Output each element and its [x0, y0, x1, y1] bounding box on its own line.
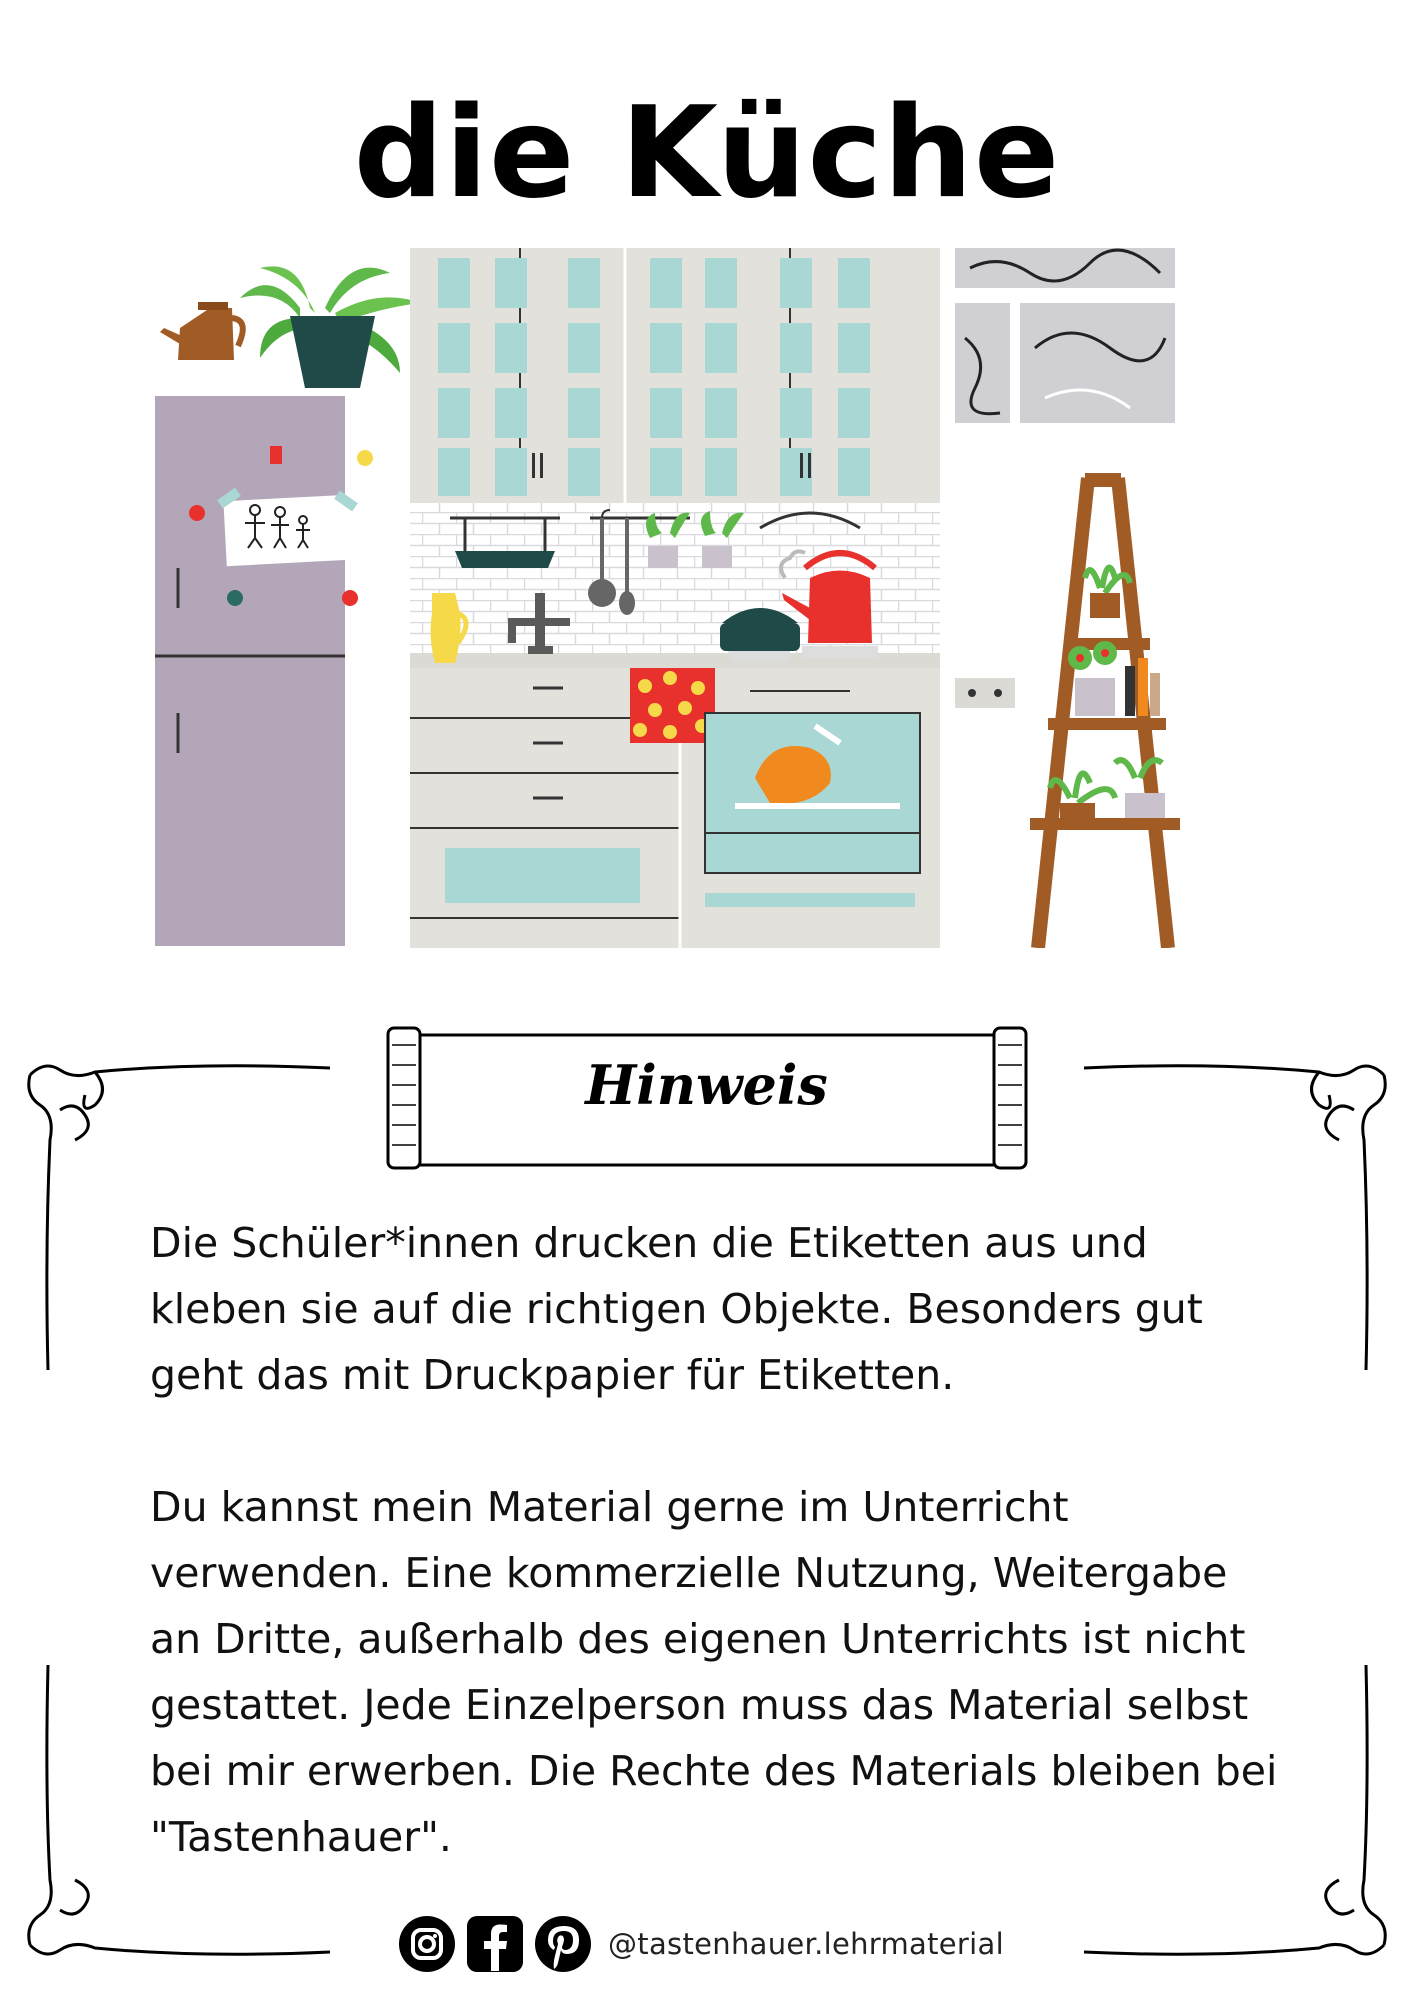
- pinterest-icon[interactable]: [534, 1915, 592, 1973]
- hint-paragraph-2: Du kannst mein Material gerne im Unterricht verwenden. Eine kommerzielle Nutzung, Weitergabe an Dritte, außerhalb des eigenen Unterrichts ist nicht gestattet. Jede Einzelperson muss das Material selbst bei mir erwerben. Die Rechte des Materials bleiben bei "Tastenhauer".: [150, 1483, 1278, 1861]
- social-links: [398, 1914, 1004, 1974]
- instagram-icon[interactable]: [398, 1915, 456, 1973]
- hint-paragraph-1: Die Schüler*innen drucken die Etiketten aus und kleben sie auf die richtigen Objekte. Besonders gut geht das mit Druckpapier für Etiketten.: [150, 1219, 1203, 1399]
- social-handle[interactable]: @tastenhauer.lehrmaterial: [608, 1927, 1004, 1961]
- facebook-icon[interactable]: [466, 1915, 524, 1973]
- page-title: die Küche: [353, 79, 1061, 226]
- hint-title: Hinweis: [585, 1053, 828, 1117]
- hint-body: [150, 1210, 1280, 1870]
